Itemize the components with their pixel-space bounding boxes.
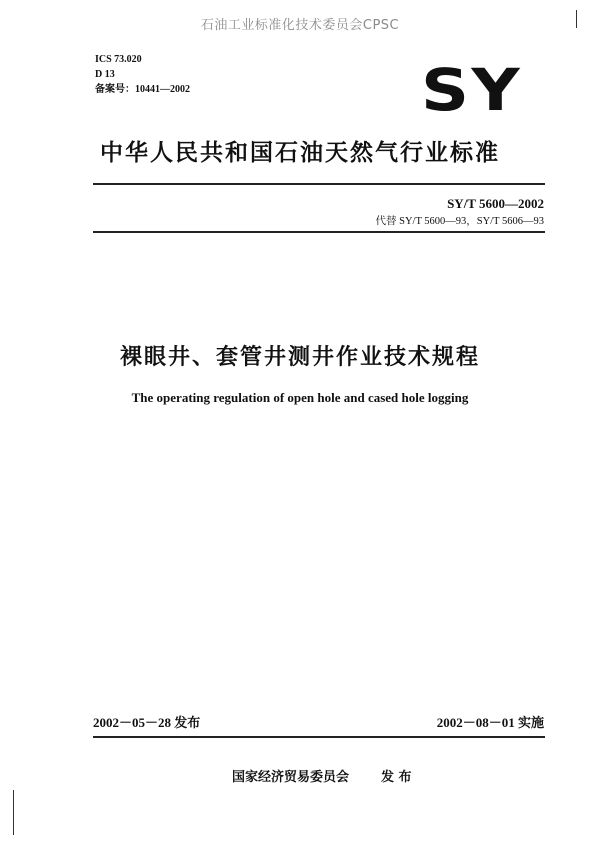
classification-block: [95, 52, 190, 97]
scan-edge-mark: [13, 790, 14, 835]
record-number: 备案号：10441—2002: [95, 84, 190, 95]
top-divider: [93, 183, 545, 185]
standard-number: SY/T 5600—2002: [447, 196, 544, 211]
issuing-authority: 国家经济贸易委员会: [232, 770, 350, 785]
header-divider: [93, 231, 545, 233]
sy-logo: SY: [421, 56, 522, 124]
replaces-note: 代替 SY/T 5600—93，SY/T 5606—93: [375, 216, 544, 227]
ccs-code: D 13: [95, 69, 115, 80]
implementation-date: 2002－08－01 实施: [436, 715, 544, 730]
footer-divider: [93, 736, 545, 738]
ics-code: ICS 73.020: [95, 54, 142, 65]
issue-date: 2002－05－28 发布: [93, 715, 201, 730]
publish-label: 发 布: [381, 770, 412, 785]
document-subtitle: The operating regulation of open hole and cased hole logging: [131, 390, 469, 405]
document-title: 裸眼井、套管井测井作业技术规程: [119, 345, 480, 370]
watermark-text: 石油工业标准化技术委员会CPSC: [200, 18, 400, 33]
standard-title: 中华人民共和国石油天然气行业标准: [100, 140, 500, 166]
scan-edge-mark: [576, 10, 577, 28]
